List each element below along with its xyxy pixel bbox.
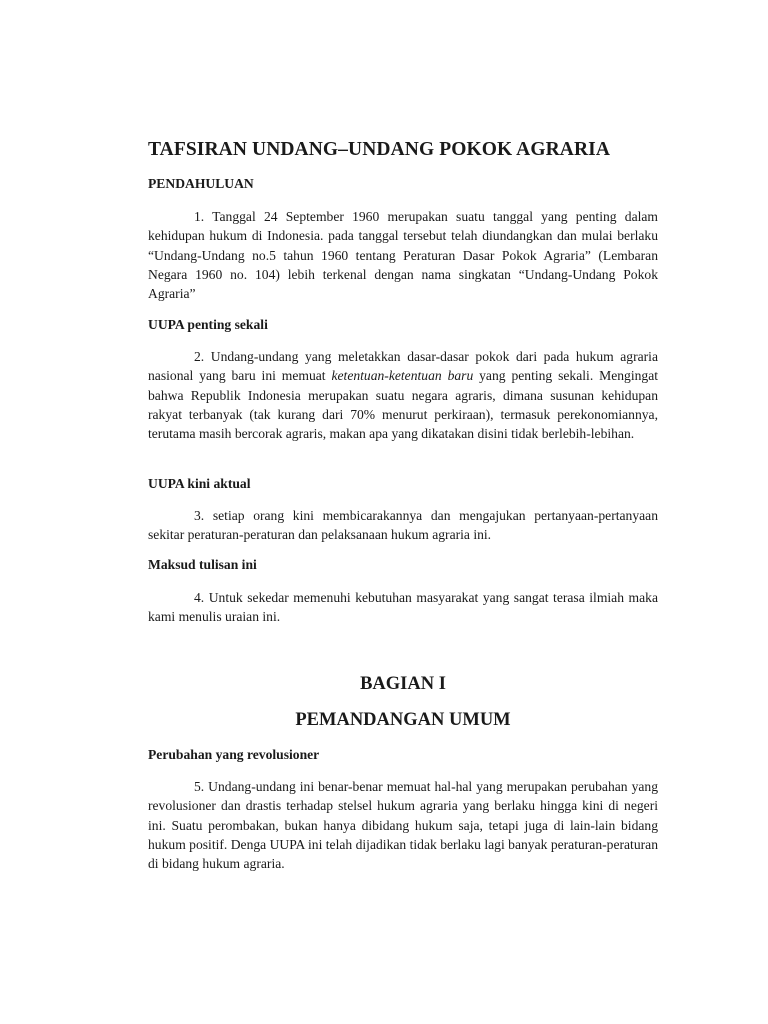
- paragraph-2-text-after: yang penting sekali. Mengingat bahwa Republik Indonesia merupakan suatu negara agraris, dimana susunan kehidupan rakyat terbanyak (tak kurang dari 70% menurut perkiraan), termasuk perekonomiannya, terutama masih bercorak agraris, makan apa yang dikatakan disini tidak berlebih-lebihan.: [148, 368, 659, 442]
- paragraph-4-text: 4. Untuk sekedar memenuhi kebutuhan masyarakat yang sangat terasa ilmiah maka kami menulis uraian ini.: [148, 590, 658, 625]
- paragraph-5: [148, 777, 658, 873]
- paragraph-1: [148, 207, 658, 303]
- section-heading-maksud: Maksud tulisan ini: [148, 557, 257, 572]
- paragraph-4: [148, 588, 658, 627]
- paragraph-3-text: 3. setiap orang kini membicarakannya dan mengajukan pertanyaan-pertanyaan sekitar peraturan-peraturan dan pelaksanaan hukum agraria ini.: [148, 508, 658, 543]
- section-heading-uupa-penting: UUPA penting sekali: [148, 317, 268, 332]
- paragraph-2: [148, 347, 658, 443]
- paragraph-5-text: 5. Undang-undang ini benar-benar memuat hal-hal yang merupakan perubahan yang revolusioner dan drastis terhadap stelsel hukum agraria yang berlaku hingga kini di negeri ini. Suatu perombakan, bukan hanya dibidang hukum saja, tetapi juga di lain-lain bidang hukum positif. Denga UUPA ini telah dijadikan tidak berlaku lagi banyak peraturan-peraturan di bidang hukum agraria.: [148, 779, 658, 872]
- section-heading-uupa-aktual: UUPA kini aktual: [148, 476, 251, 491]
- part-title: PEMANDANGAN UMUM: [295, 710, 511, 730]
- paragraph-1-text: 1. Tanggal 24 September 1960 merupakan suatu tanggal yang penting dalam kehidupan hukum di Indonesia. pada tanggal tersebut telah diundangkan dan mulai berlaku “Undang-Undang no.5 tahun 1960 tentang Peraturan Dasar Pokok Agraria” (Lembaran Negara 1960 no. 104) lebih terkenal dengan nama singkatan “Undang-Undang Pokok Agraria”: [148, 209, 658, 302]
- document-title: TAFSIRAN UNDANG–UNDANG POKOK AGRARIA: [148, 139, 611, 160]
- paragraph-2-text-before: 2. Undang-undang yang meletakkan dasar-dasar pokok dari pada hukum agraria nasional yang baru ini memuat: [148, 349, 658, 384]
- section-heading-perubahan: Perubahan yang revolusioner: [148, 747, 320, 762]
- paragraph-2-emphasis: ketentuan-ketentuan baru: [331, 368, 474, 384]
- paragraph-3: [148, 506, 658, 545]
- part-label: BAGIAN I: [360, 674, 446, 694]
- section-heading-pendahuluan: PENDAHULUAN: [148, 176, 254, 191]
